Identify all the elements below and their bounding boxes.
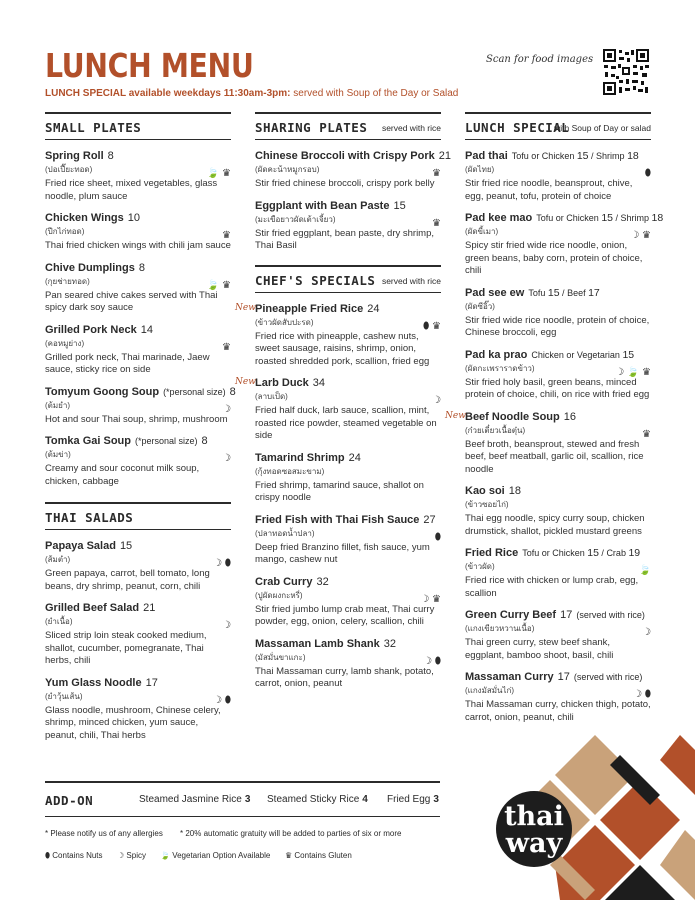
menu-item <box>465 671 651 724</box>
item-name: Papaya Salad <box>45 540 116 552</box>
item-description: Fried half duck, larb sauce, scallion, mint, roasted rice powder, steamed vegetable on side <box>255 405 437 441</box>
legend-label: Contains Gluten <box>294 851 352 860</box>
diet-icons: ☽ <box>432 395 441 406</box>
addon-item <box>267 794 368 805</box>
diet-icons: ☽ ⬮ <box>632 689 651 700</box>
column-left <box>45 112 236 751</box>
special-bold: LUNCH SPECIAL available weekdays 11:30am-3pm: <box>45 88 291 99</box>
item-name: Grilled Beef Salad <box>45 602 140 614</box>
option-label: Chicken or Vegetarian <box>531 349 620 360</box>
item-name: Tomka Gai Soup <box>45 435 131 447</box>
item-thai-name: (ต้มยำ) <box>45 400 70 410</box>
legend-vegetarian <box>160 851 270 860</box>
item-thai-name: (มะเขือยาวผัดเต้าเจี้ยว) <box>255 214 336 224</box>
menu-item <box>255 514 441 567</box>
item-thai-name: (ข้าวซอยไก่) <box>465 500 509 509</box>
legend-gluten <box>285 851 352 860</box>
legend-label: Spicy <box>126 851 146 860</box>
item-description: Green papaya, carrot, bell tomato, long beans, dry shrimp, peanut, corn, chili <box>45 568 210 592</box>
item-name: Yum Glass Noodle <box>45 676 142 689</box>
menu-item <box>45 150 231 203</box>
sharing-plates-list <box>255 150 451 253</box>
menu-item <box>445 410 651 477</box>
diet-icons: ☽ <box>222 403 231 415</box>
option-price: 15 <box>622 348 635 361</box>
addon-section <box>45 781 440 817</box>
menu-item: Pad kee mao Tofu or Chicken 15 / Shrimp 18 (ผัดขี้เมา) Spicy stir fried wide rice noodle, onion, green beans, baby corn, protein of choice, chili ☽ ♛ <box>465 212 664 276</box>
legend-label: Vegetarian Option Available <box>172 851 271 860</box>
option-price: 17 <box>588 286 600 299</box>
section-title: CHEF'S SPECIALS <box>255 272 376 288</box>
item-thai-name: (คอหมูย่าง) <box>45 338 85 348</box>
option-label: Beef <box>567 287 586 298</box>
item-name: Pad ka prao <box>465 348 528 361</box>
item-name: Beef Noodle Soup <box>465 410 560 423</box>
addon-name: Fried Egg <box>387 794 431 805</box>
option-price: 15 <box>576 150 589 162</box>
item-name: Grilled Pork Neck <box>45 323 137 336</box>
item-price: 34 <box>312 377 326 389</box>
menu-item <box>235 302 441 369</box>
item-thai-name: (ผัดกะเพราราดข้าว) <box>465 363 535 373</box>
addon-name: Steamed Jasmine Rice <box>139 794 242 805</box>
section-note: served with rice <box>381 275 441 286</box>
thai-way-logo <box>496 791 572 867</box>
diet-icons: ♛ <box>432 217 441 229</box>
item-thai-name: (กุ้งทอดซอสมะขาม) <box>255 466 325 476</box>
section-title: SHARING PLATES <box>255 120 368 135</box>
item-thai-name: (ปูผัดผงกะหรี่) <box>255 590 303 600</box>
item-thai-name: (แกงมัสมั่นไก่) <box>465 686 514 695</box>
item-description: Stir fried holy basil, green beans, minced protein of choice, chili, on rice with fried egg <box>465 376 650 400</box>
column-middle <box>235 112 451 700</box>
item-thai-name: (ต้มข่า) <box>45 450 71 459</box>
item-description: Deep fried Branzino fillet, fish sauce, yum mango, cashew nut <box>255 541 430 565</box>
item-description: Pan seared chive cakes served with Thai spicy dark soy sauce <box>45 289 218 313</box>
item-thai-name: (ผัดขี้เมา) <box>465 227 499 236</box>
section-note: with Soup of Day or salad <box>554 123 651 133</box>
diet-icons: ☽ <box>222 453 231 464</box>
item-name: Spring Roll <box>45 150 104 162</box>
chefs-specials-list <box>235 302 441 691</box>
diet-icons: 🍃 ♛ <box>206 279 231 291</box>
diet-icons: 🍃 <box>638 565 651 576</box>
item-price: 24 <box>367 302 380 315</box>
item-name: Pad kee mao <box>465 212 533 224</box>
item-price: 8 <box>229 385 236 398</box>
diet-icons: ☽ <box>642 627 651 638</box>
item-price: 17 <box>145 676 158 689</box>
item-description: Creamy and sour coconut milk soup, chicken, cabbage <box>45 463 200 487</box>
item-price: 16 <box>563 410 576 423</box>
option-label: Tofu or Chicken <box>511 151 575 161</box>
item-thai-name: (ปอเปี๊ยะทอด) <box>45 165 93 174</box>
item-name: Fried Fish with Thai Fish Sauce <box>255 513 420 526</box>
item-price: 10 <box>127 212 140 224</box>
item-rice-note: (served with rice) <box>573 672 643 682</box>
special-rest: served with Soup of the Day or Salad <box>293 88 459 99</box>
item-description: Beef broth, beansprout, stewed and fresh beef, beef meatball, garlic oil, scallion, rice noodle <box>465 438 644 475</box>
sharing-plates-header <box>255 112 441 140</box>
diet-icons: ♛ <box>642 428 651 440</box>
diet-icons: ☽ ♛ <box>630 230 651 241</box>
addon-price: 4 <box>362 794 368 805</box>
item-name: Fried Rice <box>465 547 519 559</box>
item-name: Eggplant with Bean Paste <box>255 199 390 212</box>
item-thai-name: (ก๋วยเตี๋ยวเนื้อตุ๋น) <box>465 425 526 435</box>
item-price: 8 <box>201 435 208 447</box>
item-price: 17 <box>557 671 570 683</box>
allergy-note: * Please notify us of any allergies <box>45 829 163 838</box>
item-price: 21 <box>438 150 451 162</box>
menu-item <box>45 262 231 315</box>
menu-item <box>255 200 441 253</box>
item-description: Thai green curry, stew beef shank, eggplant, bamboo shoot, basil, chili <box>465 637 614 661</box>
item-description: Stir fried eggplant, bean paste, dry shrimp, Thai Basil <box>255 227 435 251</box>
menu-item <box>465 349 651 402</box>
menu-item: Fried Rice Tofu or Chicken 15 / Crab 19 (ข้าวผัด) Fried rice with chicken or lump crab, egg, scallion 🍃 <box>465 547 651 599</box>
addon-item <box>387 794 439 805</box>
chefs-specials-header <box>255 265 441 293</box>
diet-icons: ♛ <box>432 168 441 179</box>
diet-icons: ⬮ <box>644 168 651 179</box>
item-name: Chive Dumplings <box>45 261 135 274</box>
item-name: Pad see ew <box>465 286 525 299</box>
item-price: 15 <box>393 199 406 212</box>
diet-icons: 🍃 ♛ <box>206 168 231 179</box>
diet-icons: ☽ ♛ <box>420 593 441 605</box>
item-name: Larb Duck <box>255 377 309 389</box>
menu-item <box>255 638 441 691</box>
menu-title: LUNCH MENU <box>45 46 254 85</box>
item-description: Sliced strip loin steak cooked medium, shallot, cucumber, pomegranate, Thai herbs, chili <box>45 630 207 666</box>
item-name: Crab Curry <box>255 575 313 588</box>
item-description: Hot and sour Thai soup, shrimp, mushroom <box>45 413 228 425</box>
diet-icons: ☽ ⬮ <box>212 694 231 706</box>
addon-item <box>139 794 250 805</box>
thai-salads-header <box>45 502 231 530</box>
menu-item <box>45 677 231 743</box>
diet-icons: ⬮ <box>434 531 441 543</box>
option-price: 15 <box>587 547 599 559</box>
legend-label: Contains Nuts <box>52 851 103 860</box>
addon-price: 3 <box>244 794 251 805</box>
small-plates-header <box>45 112 231 140</box>
leaf-icon: 🍃 <box>160 851 170 860</box>
item-description: Spicy stir fried wide rice noodle, onion, green beans, baby corn, protein of choice, chili <box>465 240 643 276</box>
menu-item <box>465 609 651 662</box>
item-thai-name: (ปลาทอดน้ำปลา) <box>255 528 315 538</box>
section-title: ADD-ON <box>45 793 94 808</box>
option-label: Tofu or Chicken <box>536 213 599 223</box>
option-price: 15 <box>601 212 613 224</box>
new-badge: New <box>235 377 256 387</box>
diet-icons: ♛ <box>222 230 231 241</box>
small-plates-list <box>45 150 236 488</box>
item-thai-name: (ยำเนื้อ) <box>45 617 73 626</box>
item-price: 32 <box>316 575 329 588</box>
item-name: Chicken Wings <box>45 212 124 224</box>
logo-line-2: way <box>505 828 563 859</box>
option-label: Crab <box>606 548 626 558</box>
item-name: Kao soi <box>465 485 505 497</box>
addon-name: Steamed Sticky Rice <box>267 794 360 805</box>
section-note: served with rice <box>381 123 441 133</box>
lunch-special-list <box>445 150 664 724</box>
diet-icons: ⬮ ♛ <box>422 320 441 332</box>
scan-label: Scan for food images <box>486 54 594 65</box>
diet-icons: ☽ ⬮ <box>212 558 231 569</box>
diet-icons: ☽ <box>222 620 231 631</box>
item-thai-name: (มัสมั่นขาแกะ) <box>255 652 306 662</box>
menu-item <box>45 385 236 427</box>
item-description: Stir fried wide rice noodle, protein of choice, Chinese broccoli, egg <box>465 314 650 338</box>
chili-icon: ☽ <box>117 851 125 860</box>
legend-nuts <box>45 851 103 861</box>
item-price: 15 <box>119 540 133 552</box>
section-title: SMALL PLATES <box>45 120 142 135</box>
menu-item <box>255 150 451 191</box>
item-name: Tomyum Goong Soup <box>45 385 160 398</box>
option-label: Shrimp <box>620 213 650 223</box>
option-price: 19 <box>628 547 641 559</box>
diet-icons: ☽ 🍃 ♛ <box>615 366 651 378</box>
menu-item <box>465 485 651 538</box>
item-name: Green Curry Beef <box>465 609 557 621</box>
new-badge: New <box>445 410 466 421</box>
item-description: Stir fried jumbo lump crab meat, Thai curry powder, egg, onion, celery, scallion, chili <box>255 603 435 627</box>
gratuity-note: * 20% automatic gratuity will be added to parties of six or more <box>180 829 402 838</box>
item-description: Stir fried rice noodle, beansprout, chive, egg, peanut, tofu, protein of choice <box>465 178 633 202</box>
item-description: Thai egg noodle, spicy curry soup, chicken drumstick, shallot, pickled mustard greens <box>465 513 645 537</box>
item-price: 8 <box>138 261 145 274</box>
new-badge: New <box>235 302 256 313</box>
item-price: 8 <box>107 150 114 162</box>
item-price: 21 <box>143 602 156 614</box>
item-name: Chinese Broccoli with Crispy Pork <box>255 150 435 162</box>
diet-icons: ♛ <box>222 341 231 353</box>
option-price: 15 <box>547 286 560 299</box>
thai-salads-list <box>45 540 231 742</box>
option-label: Tofu or Chicken <box>522 548 585 558</box>
item-name: Massaman Curry <box>465 671 554 683</box>
item-description: Stir fried chinese broccoli, crispy pork belly <box>255 178 435 189</box>
item-thai-name: (ยำวุ้นเส้น) <box>45 691 83 701</box>
item-size-note: (*personal size) <box>163 386 226 397</box>
item-thai-name: (ผัดไทย) <box>465 165 495 174</box>
item-thai-name: (ผัดซีอิ๊ว) <box>465 301 495 311</box>
menu-item <box>255 452 441 505</box>
menu-item <box>45 324 231 377</box>
menu-item <box>45 212 231 253</box>
menu-item <box>45 540 231 593</box>
lunch-special-note <box>45 88 458 99</box>
item-name: Massaman Lamb Shank <box>255 637 380 650</box>
menu-item <box>235 377 441 443</box>
menu-item <box>255 576 441 629</box>
item-price: 14 <box>140 323 153 336</box>
item-thai-name: (ข้าวผัด) <box>465 562 495 571</box>
qr-code-icon[interactable] <box>602 48 650 96</box>
nut-icon: ⬮ <box>45 851 51 860</box>
menu-item <box>45 602 231 668</box>
diet-icons: ☽ ⬮ <box>422 655 441 667</box>
item-name: Pad thai <box>465 150 508 162</box>
item-name: Pineapple Fried Rice <box>255 302 364 315</box>
item-description: Fried shrimp, tamarind sauce, shallot on crispy noodle <box>255 479 424 503</box>
option-price: 18 <box>651 212 664 224</box>
item-description: Fried rice with chicken or lump crab, egg, scallion <box>465 575 639 599</box>
item-description: Glass noodle, mushroom, Chinese celery, shrimp, minced chicken, yum sauce, peanut, chili, Thai herbs <box>45 704 221 741</box>
section-title: THAI SALADS <box>45 510 134 525</box>
item-thai-name: (ปีกไก่ทอด) <box>45 227 85 236</box>
item-price: 27 <box>423 513 436 526</box>
item-description: Thai fried chicken wings with chili jam sauce <box>45 240 231 251</box>
item-rice-note: (served with rice) <box>576 610 645 620</box>
item-description: Grilled pork neck, Thai marinade, Jaew sauce, sticky rice on side <box>45 351 210 375</box>
menu-item: Pad thai Tofu or Chicken 15 / Shrimp 18 (ผัดไทย) Stir fried rice noodle, beansprout, chive, egg, peanut, tofu, protein of choice ⬮ <box>465 150 651 202</box>
item-size-note: (*personal size) <box>134 436 198 446</box>
legend-spicy <box>117 851 146 860</box>
item-description: Fried rice sheet, mixed vegetables, glass noodle, plum sauce <box>45 178 218 202</box>
option-label: Tofu <box>528 287 546 298</box>
item-price: 24 <box>348 451 361 464</box>
menu-item: Pad see ew Tofu 15 / Beef 17 (ผัดซีอิ๊ว) Stir fried wide rice noodle, protein of choice, Chinese broccoli, egg <box>465 286 650 338</box>
menu-item <box>45 435 231 488</box>
item-description: Thai Massaman curry, lamb shank, potato, carrot, onion, peanut <box>255 665 434 689</box>
item-thai-name: (แกงเขียวหวานเนื้อ) <box>465 624 535 633</box>
item-description: Fried rice with pineapple, cashew nuts, sweet sausage, raisins, shrimp, onion, roasted shredded pork, scallion, fried egg <box>255 330 430 367</box>
section-title: LUNCH SPECIAL <box>465 120 570 135</box>
logo-line-1: thai <box>504 801 564 832</box>
item-thai-name: (กุยช่ายทอด) <box>45 276 90 286</box>
item-thai-name: (ข้าวผัดสับปะรด) <box>255 317 314 327</box>
item-name: Tamarind Shrimp <box>255 451 345 464</box>
item-thai-name: (ลาบเป็ด) <box>255 392 288 401</box>
item-price: 18 <box>508 485 521 497</box>
option-label: Shrimp <box>596 151 625 161</box>
item-thai-name: (ส้มตำ) <box>45 555 71 564</box>
item-thai-name: (ผัดคะน้าหมูกรอบ) <box>255 165 320 174</box>
column-right <box>445 112 664 733</box>
item-price: 17 <box>560 609 573 621</box>
item-price: 32 <box>383 637 396 650</box>
lunch-special-header <box>465 112 651 140</box>
wheat-icon: ♛ <box>285 851 293 860</box>
item-description: Thai Massaman curry, chicken thigh, potato, carrot, onion, peanut, chili <box>465 699 651 723</box>
option-price: 18 <box>627 150 639 162</box>
addon-price: 3 <box>433 794 439 805</box>
